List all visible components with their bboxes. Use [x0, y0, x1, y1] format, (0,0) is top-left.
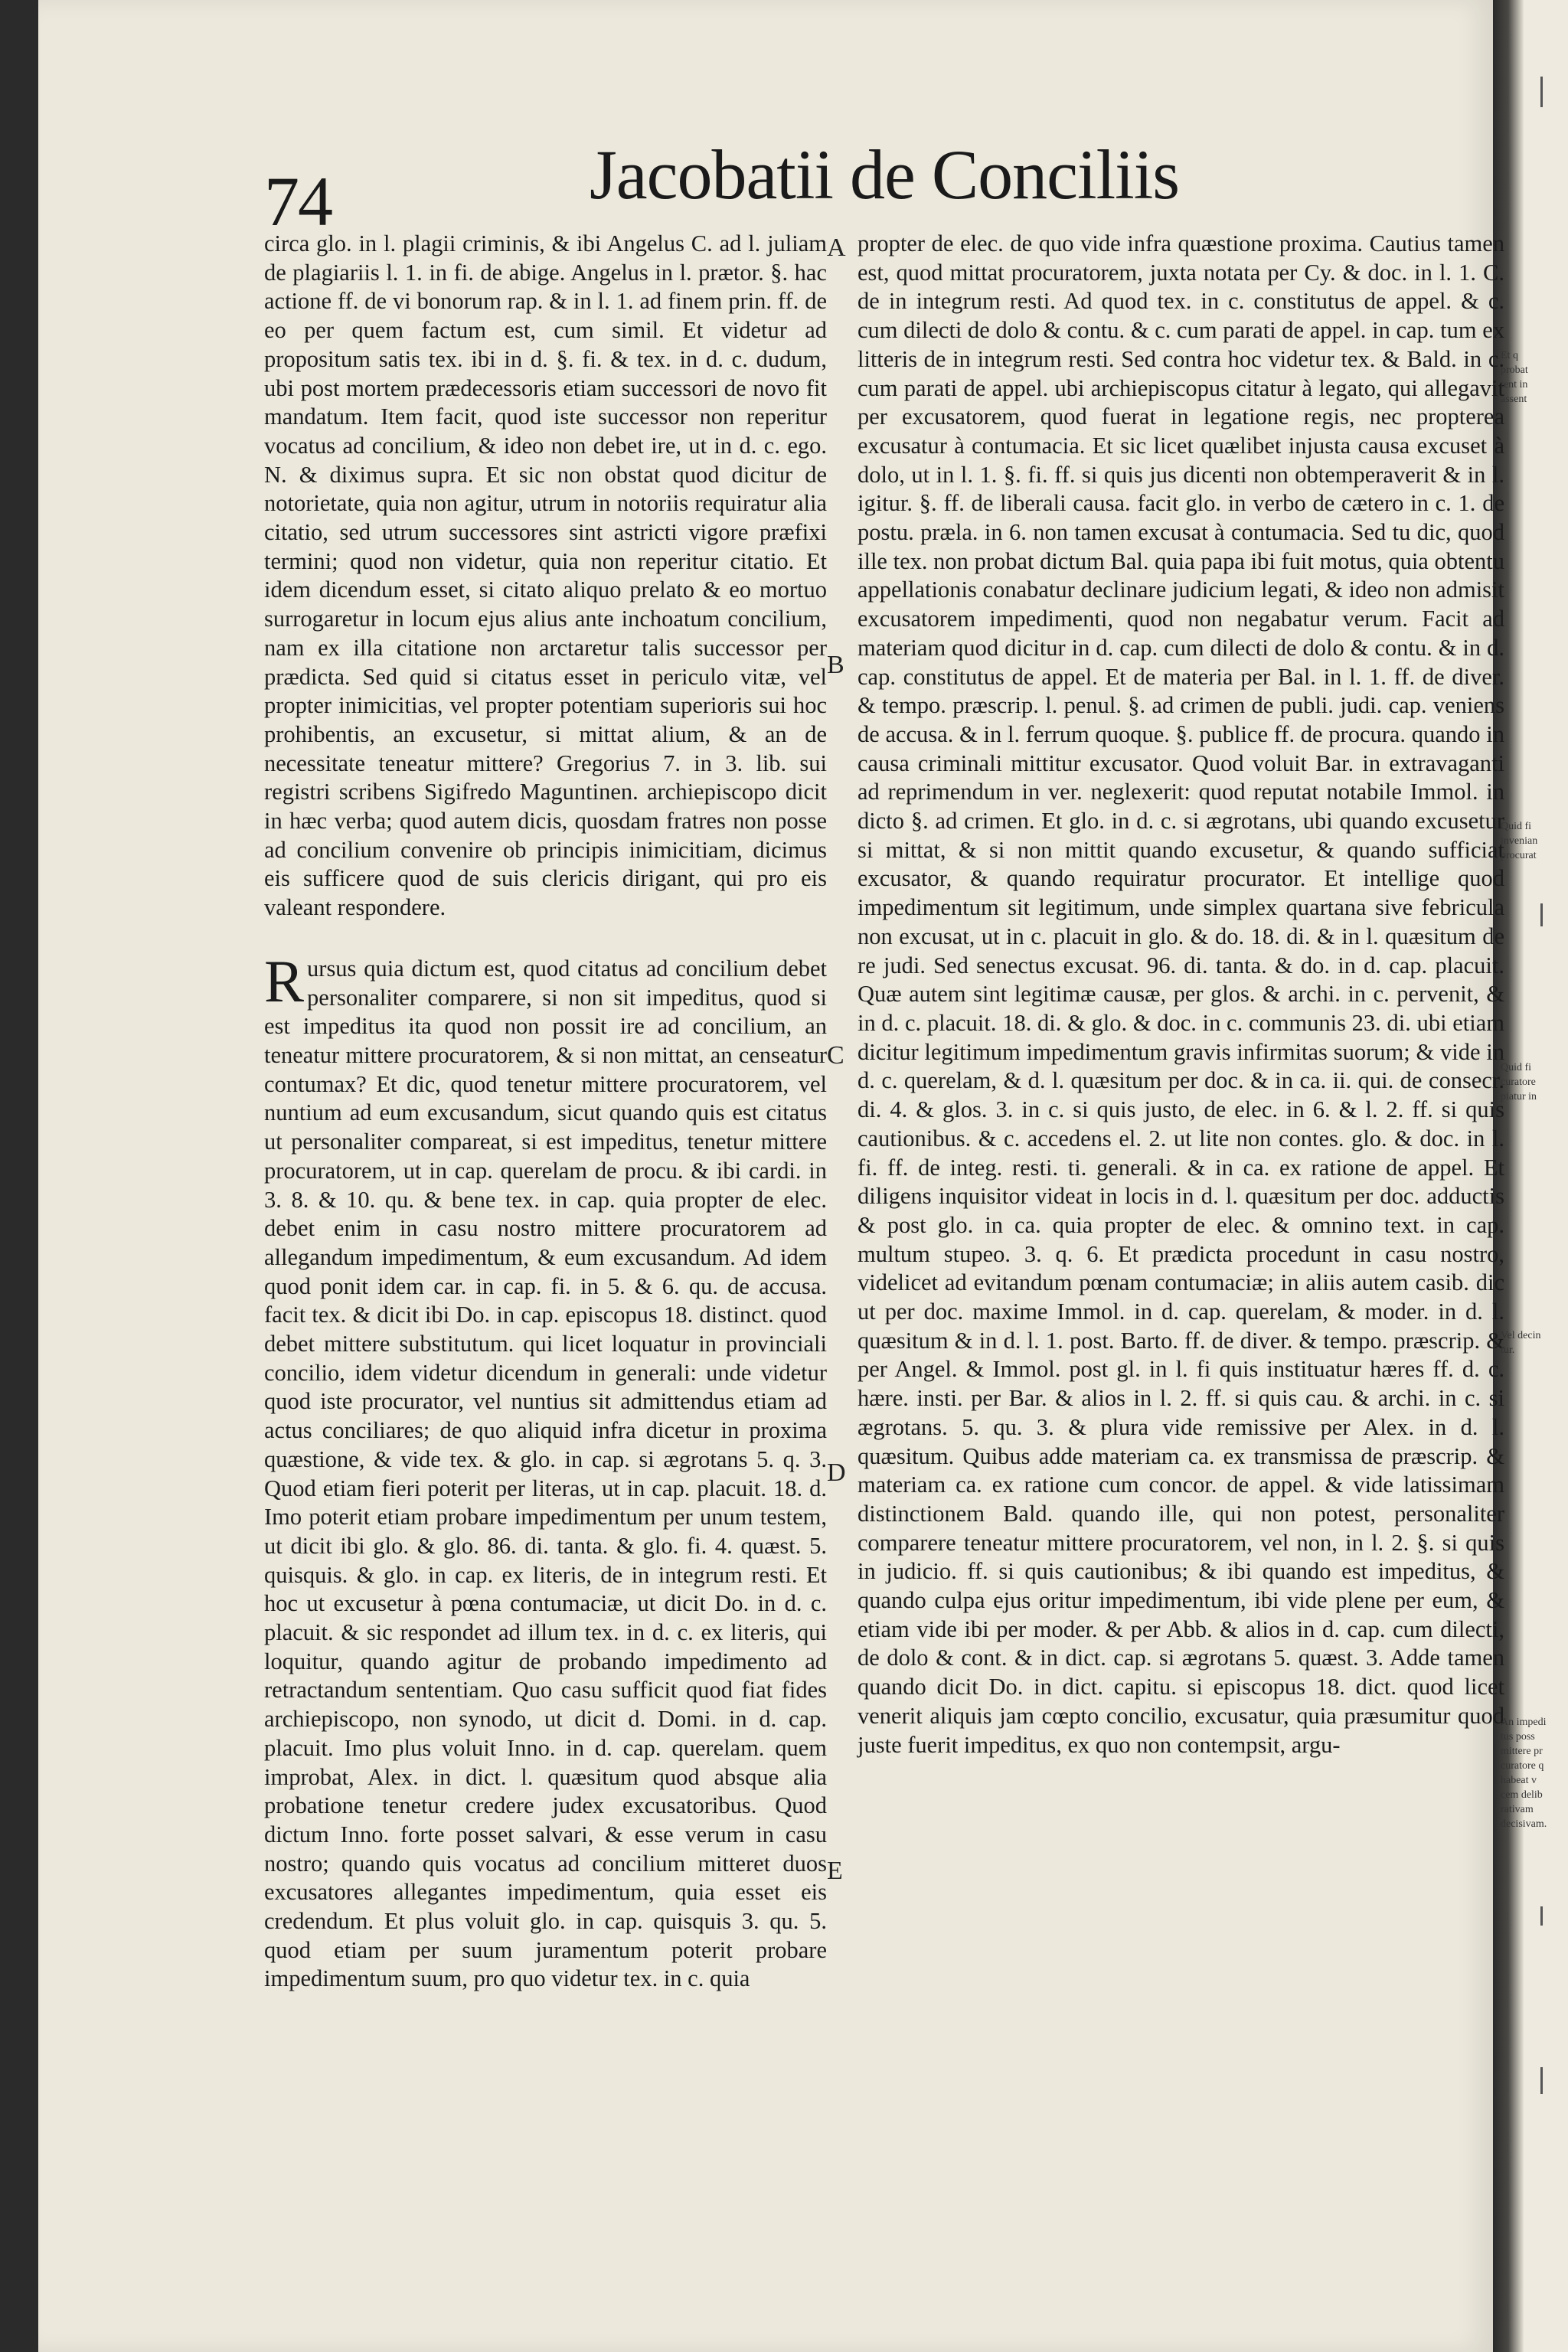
ink-mark — [1540, 2067, 1543, 2094]
right-paragraph: propter de elec. de quo vide infra quæstione proxima. Cautius tamen est, quod mittat procuratorem, juxta notata per Cy. & doc. in l. 1. C. de in integrum resti. Ad quod tex. in c. constitutus de appel. & c. cum dilecti de dolo & contu. & c. cum parati de appel. in cap. tum ex litteris de in integrum resti. Sed contra hoc videtur tex. & Bald. in c. cum parati de appel. ubi archiepiscopus citatur à legato, qui allegavit per excusatorem, quod fuerat in legatione regis, nec propterea excusatur à contumacia. Et sic licet quælibet injusta causa excuset à dolo, ut in l. 1. §. fi. ff. si quis jus dicenti non obtemperaverit & in l. igitur. §. ff. de liberali causa. facit glo. in verbo de cætero in c. 1. de postu. præla. in 6. non tamen excusat à contumacia. Sed tu dic, quod ille tex. non probat dictum Bal. quia papa ibi fuit motus, quia obtentu appellationis conabatur declinare judicium legati, & ideo non admisit excusatorem impedimenti, quod non negabatur verum. Facit ad materiam quod dicitur in d. cap. cum dilecti de dolo & contu. & in d. cap. constitutus de appel. Et de materia per Bal. in l. 1. ff. de diver. & tempo. præscrip. l. penul. §. ad crimen de publi. judi. cap. veniens de accusa. & in l. ferrum quoque. §. publice ff. de procura. quando in causa criminali mittitur excusator. Quod voluit Bar. in extravaganti ad reprimendum in ver. neglexerit: quod reputat notabile Immol. in dicto §. ad crimen. Et glo. in d. c. si ægrotans, ubi quando excusetur si mittat, & si non mittit quando excusetur, & quando sufficiat excusator, & quando requiratur procurator. Et intellige quod impedimentum sit legitimum, unde simplex quartana sive febricula non excusat, ut in c. placuit in glo. & do. 18. di. & in l. quæsitum de re judi. Sed senectus excusat. 96. di. tanta. & do. in d. cap. placuit. Quæ autem sint legitimæ causæ, per glos. & archi. in c. pervenit, & in d. c. placuit. 18. di. & glo. & doc. in c. communis 23. di. ubi etiam dicitur legitimum impedimentum gravis infirmitas suorum; & vide in d. c. querelam, & d. l. quæsitum per doc. & in ca. ii. qui. de consecr. di. 4. & glos. 3. in c. si quis justo, de elec. in 6. & l. 2. ff. si quis cautionibus. & c. accedens el. 2. ut lite non contes. glo. & doc. in l. fi. ff. de integ. resti. ti. generali. & in ca. ex ratione de appel. Et diligens inquisitor videat in locis in d. l. quæsitum per doc. adductis & post glo. in ca. quia propter de elec. & omnino text. in cap. multum stupeo. 3. q. 6. Et prædicta procedunt in casu nostro, videlicet ad evitandum pœnam contumaciæ; in aliis autem casib. dic ut per doc. maxime Immol. in d. cap. querelam, & moder. in d. l. quæsitum & in d. l. 1. post. Barto. ff. de diver. & tempo. præscrip. & per Angel. & Immol. post gl. in l. fi quis instituatur hæres ff. d. c. hære. insti. per Bar. & alios in l. 2. ff. si quis cau. & archi. in c. si ægrotans. 5. qu. 3. & plura vide remissive per Alex. in d. l. quæsitum. Quibus adde materiam ca. ex transmissa de præscrip. & materiam ca. ex ratione cum concor. de appel. & vide latissimam distinctionem Bald. quando ille, qui non potest, personaliter comparere teneatur mittere procuratorem, vel non, in l. 2. §. si quis in judicio. ff. si quis cautionibus; & ibi quando est impeditus, & quando culpa ejus oritur impedimentum, ibi vide plene per eum, & etiam vide ibi per moder. & per Abb. & alios in d. cap. cum dilecti, de dolo & cont. & in dict. cap. si ægrotans 5. quæst. 3. Adde tamen quando dicit Do. in dict. capitu. si episcopus 18. dict. quod licet venerit aliquis jam cœpto concilio, excusatur, quia præsumitur quod juste fuerit impeditus, ex quo non contempsit, argu- — [858, 230, 1504, 1758]
ink-mark — [1540, 77, 1543, 107]
margin-letter-a: A — [827, 234, 846, 262]
margin-letter-b: B — [827, 651, 844, 679]
left-column — [264, 230, 827, 1994]
margin-letter-e: E — [827, 1857, 843, 1885]
sidenote-1: Et q probat tent in assent — [1501, 350, 1528, 405]
right-column — [858, 230, 1504, 1759]
running-title: Jacobatii de Conciliis — [590, 136, 1180, 214]
left-paragraph-2-text: ursus quia dictum est, quod citatus ad concilium debet personaliter comparere, si non sit impeditus, quod si est impeditus ita quod non possit ire ad concilium, an teneatur mittere procuratorem, & si non mittat, an censeatur contumax? Et dic, quod tenetur mittere procuratorem, vel nuntium ad eum excusandum, sicut quando quis est citatus ut personaliter compareat, si est impeditus, tenetur mittere procuratorem, ut in cap. querelam de procu. & ibi cardi. in 3. 8. & 10. qu. & bene tex. in cap. quia propter de elec. debet enim in casu nostro mittere procuratorem ad allegandum impedimentum, & eum excusandum. Ad idem quod ponit idem car. in cap. fi. in 5. & 6. qu. de accusa. facit tex. & dicit ibi Do. in cap. episcopus 18. distinct. quod debet mittere substitutum. qui licet loquatur in provinciali concilio, idem videtur dicendum in generali: unde videtur quod iste procurator, vel nuntius sit admittendus etiam ad actus conciliares; de quo aliquid infra dicetur in proxima quæstione, & vide tex. & glo. in cap. si ægrotans 5. q. 3. Quod etiam fieri poterit per literas, ut in cap. placuit. 18. d. Imo poterit etiam probare impedimentum per unum testem, ut dicit ibi glo. & glo. 86. di. tanta. & glo. fi. 4. quæst. 5. quisquis. & glo. in cap. ex literis, de in integrum resti. Et hoc ut excusetur à pœna contumaciæ, ut dicit Do. in d. c. placuit. & sic respondet ad illum tex. in d. c. ex literis, qui loquitur, quando agitur de probando impedimento ad retractandum sententiam. Quo casu sufficit quod fiat fides archiepiscopo, non synodo, ut dicit d. Domi. in d. cap. placuit. Imo plus voluit Inno. in d. cap. querelam. quem improbat, Alex. in dict. l. quæsitum quod absque alia probatione tenetur credere judex excusatoribus. Quod dictum Inno. forte posset salvari, & esse verum in casu nostro; quando quis vocatus ad concilium mitteret duos excusatores allegantes impedimentum, quia esset eis credendum. Et plus voluit glo. in cap. quisquis 3. qu. 5. quod etiam per suum juramentum poterit probare impedimentum suum, pro quo videtur tex. in c. quia — [264, 955, 827, 1992]
ink-mark — [1540, 903, 1543, 926]
sidenote-2: Quid fi invenian procurat — [1501, 821, 1538, 861]
sidenote-5: An impedi tus poss mittere pr curatore q habeat v cem delib rativam decisivam. — [1501, 1717, 1547, 1830]
drop-cap: R — [264, 947, 305, 1014]
margin-letter-d: D — [827, 1459, 846, 1487]
left-paragraph-1: circa glo. in l. plagii criminis, & ibi Angelus C. ad l. juliam de plagiariis l. 1. in fi. de abige. Angelus in l. prætor. §. hac actione ff. de vi bonorum rap. & in l. 1. ad finem prin. ff. de eo per quem factum est, cum simil. Et videtur ad propositum satis tex. ibi in d. §. fi. & tex. in d. c. dudum, ubi post mortem prædecessoris etiam successori de novo fit mandatum. Item facit, quod iste successor non reperitur vocatus ad concilium, & ideo non debet ire, ut in d. c. ego. N. & diximus supra. Et sic non obstat quod dicitur de notorietate, quia non agitur, utrum in notoriis requiratur alia citatio, sed utrum successores sint astricti vigore præfixi termini; quod non videtur, quia non reperitur citatio. Et idem dicendum esset, si citato aliquo prelato & eo mortuo surrogaretur in locum ejus alius ante inchoatum concilium, nam ex illa citatione non arctaretur talis successor per prædicta. Sed quid si citatus esset in periculo vitæ, vel propter inimicitias, vel propter potentiam superioris sui hoc prohibentis, an excusetur, si mittat alium, & an de necessitate teneatur mittere? Gregorius 7. in 3. lib. sui registri scribens Sigifredo Maguntinen. archiepiscopo dicit in hæc verba; quod autem dicis, quosdam fratres non posse ad concilium convenire ob principis inimicitiam, dicimus eis sufficere quod de suis clericis dirigant, qui pro eis valeant respondere. — [264, 230, 827, 921]
sidenote-4: Vel decin tur. — [1501, 1330, 1541, 1356]
page-number: 74 — [264, 162, 332, 240]
sidenote-3: Quid fi curatore piatur in — [1501, 1062, 1537, 1102]
ink-mark — [1540, 1906, 1543, 1926]
margin-letter-c: C — [827, 1041, 844, 1070]
left-paragraph-2 — [264, 947, 827, 1994]
